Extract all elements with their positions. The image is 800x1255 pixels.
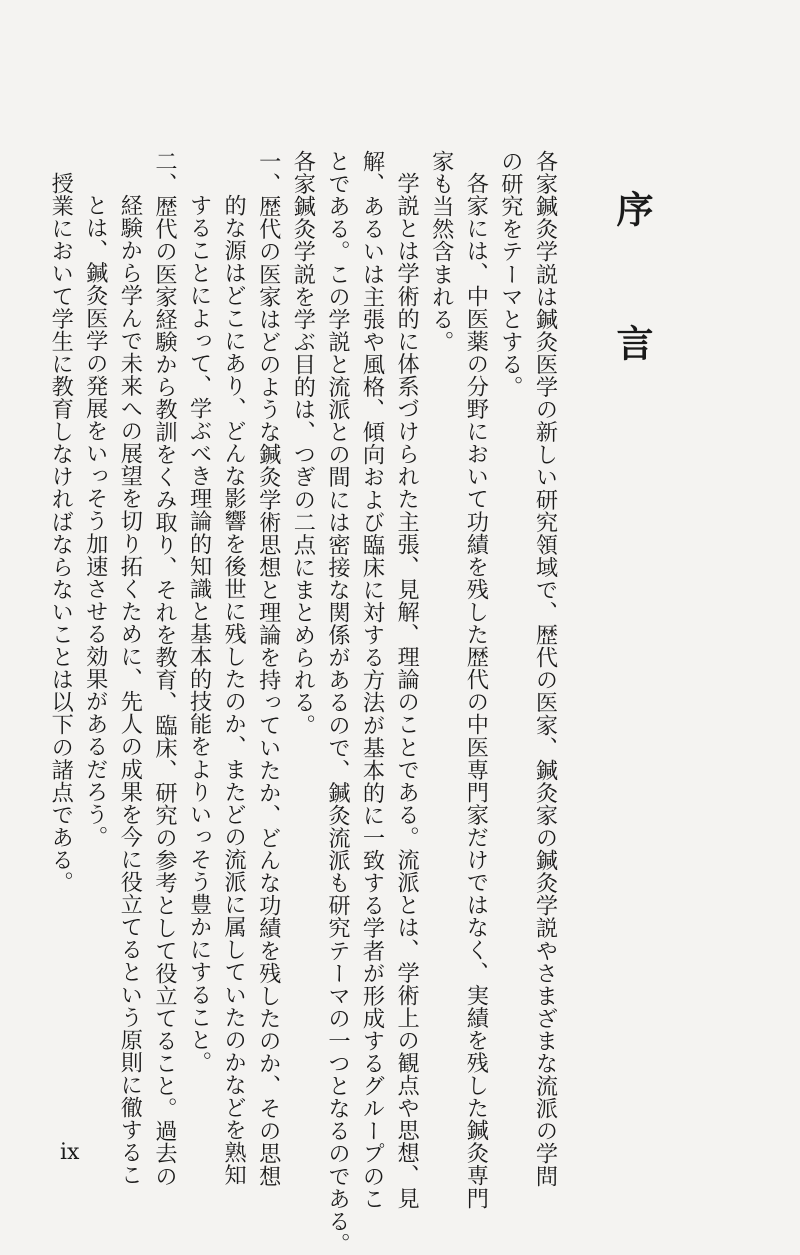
body-line: の研究をテーマとする。 [497,150,524,399]
list-item-line: することによって、学ぶべき理論的知識と基本的技能をよりいっそう豊かにすること。 [186,194,213,1074]
list-item-line: 経験から学んで未来への展望を切り拓くために、先人の成果を今に役立てるという原則に徹するこ [116,194,143,1187]
body-line: 各家鍼灸学説を学ぶ目的は、つぎの二点にまとめられる。 [289,150,316,737]
page-title: 序 言 [610,190,654,391]
page-number: ix [60,1140,80,1165]
body-line: 解、あるいは主張や風格、傾向および臨床に対する方法が基本的に一致する学者が形成するグループのこ [359,150,386,1210]
list-item-line: 一、歴代の医家はどのような鍼灸学術思想と理論を持っていたか、どんな功績を残したのか、その思想 [255,150,282,1188]
body-line: 学説とは学術的に体系づけられた主張、見解、理論のことである。流派とは、学術上の観点や思想、見 [393,172,420,1210]
body-line: 各家鍼灸学説は鍼灸医学の新しい研究領域で、歴代の医家、鍼灸家の鍼灸学説やさまざまな流派の学問 [532,150,558,1188]
list-item-line: とは、鍼灸医学の発展をいっそう加速させる効果があるだろう。 [82,194,109,849]
list-item-line: 的な源はどこにあり、どんな影響を後世に残したのか、またどの流派に属していたのかなどを熟知 [220,194,247,1187]
body-line: 各家には、中医薬の分野において功績を残した歴代の中医専門家だけではなく、実績を残した鍼灸専門 [462,172,489,1210]
body-line: とである。この学説と流派との間には密接な関係があるので、鍼灸流派も研究テーマの一つとなるのである。 [324,150,351,1255]
body-line: 授業において学生に教育しなければならないことは以下の諸点である。 [47,172,74,894]
body-line: 家も当然含まれる。 [428,150,455,353]
list-item-line: 二、歴代の医家経験から教訓をくみ取り、それを教育、臨床、研究の参考として役立てること。過去の [151,150,178,1188]
